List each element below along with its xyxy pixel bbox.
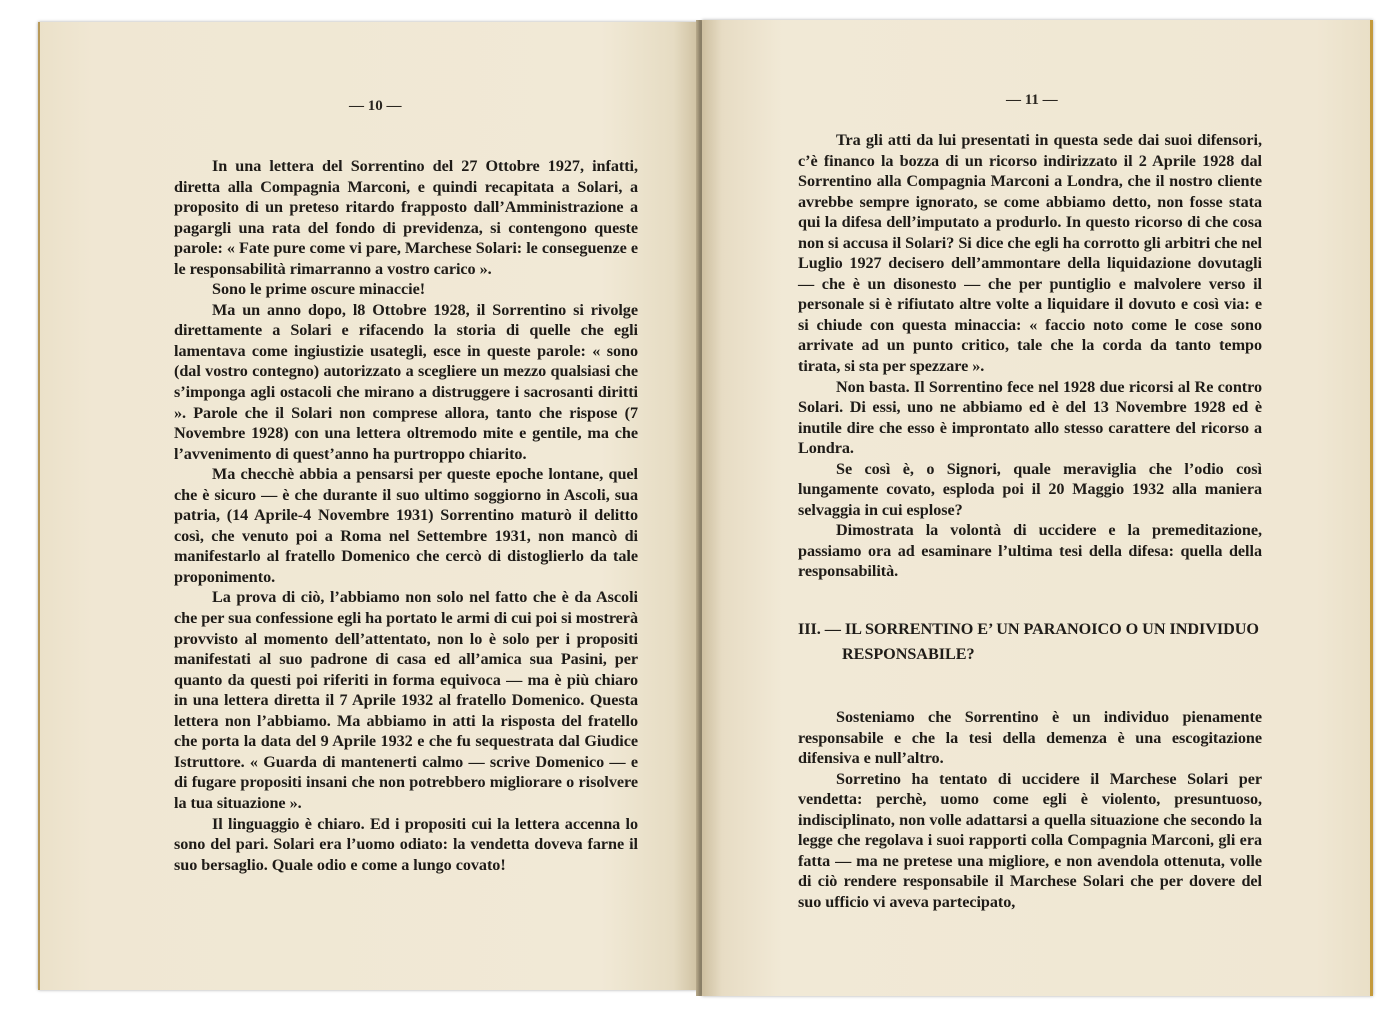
paragraph: Ma un anno dopo, l8 Ottobre 1928, il Sorrentino si rivolge direttamente a Solari e rifacendo la storia di quelle che egli lamentava come ingiustizie usategli, esce in queste parole: « sono (dal vostro contegno) autorizzato a scegliere un mezzo qualsiasi che s’imponga agli ostacoli che mirano a distruggere i sacrosanti diritti ». Parole che il Solari non comprese allora, tanto che rispose (7 Novembre 1928) con una lettera oltremodo mite e gentile, ma che l’avvenimento di quest’anno ha purtroppo chiarito.	[174, 300, 638, 463]
section-heading-line: RESPONSABILE?	[842, 645, 975, 664]
paragraph: In una lettera del Sorrentino del 27 Ottobre 1927, infatti, diretta alla Compagnia Marconi, e quindi recapitata a Solari, a proposito di un preteso ritardo frapposto dall’Amministrazione a pagargli una rata del fondo di previdenza, si contengono queste parole: « Fate pure come vi pare, Marchese Solari: le conseguenze e le responsabilità rimarranno a vostro carico ».	[174, 157, 638, 278]
section-heading-line: III. — IL SORRENTINO E’ UN PARANOICO O UN INDIVIDUO	[798, 620, 1259, 639]
paragraph: Il linguaggio è chiaro. Ed i propositi cui la lettera accenna lo sono del pari. Solari era l’uomo odiato: la vendetta doveva farne il suo bersaglio. Quale odio e come a lungo covato!	[174, 814, 638, 874]
paragraph: Tra gli atti da lui presentati in questa sede dai suoi difensori, c’è financo la bozza di un ricorso indirizzato il 2 Aprile 1928 dal Sorrentino alla Compagnia Marconi a Londra, che il nostro cliente avrebbe sempre ignorato, se come abbiamo detto, non fosse stata qui la difesa dell’imputato a produrlo. In questo ricorso di che cosa non si accusa il Solari? Si dice che egli ha corrotto gli arbitri che nel Luglio 1927 decisero dell’ammontare della liquidazione dovutagli — che è un disonesto — che per puntiglio e malvolere verso il personale si è rifiutato altre volte a liquidare il dovuto e così via: e si chiude con questa minaccia: « faccio noto come le cose sono arrivate ad un punto critico, tale che la corda da tanto tempo tirata, si sta per spezzare ».	[798, 131, 1262, 376]
paragraph: Sorretino ha tentato di uccidere il Marchese Solari per vendetta: perchè, uomo come egli è violento, presuntuoso, indisciplinato, non volle adattarsi a quella situazione che secondo la legge che regolava i suoi rapporti colla Compagnia Marconi, gli era fatta — ma ne pretese una migliore, e non avendola ottenuta, volle di ciò rendere responsabile il Marchese Solari che per dovere del suo ufficio vi aveva partecipato,	[798, 769, 1262, 911]
right-page-body	[798, 130, 1262, 913]
paragraph: Sono le prime oscure minaccie!	[212, 280, 426, 299]
page-number: — 10 —	[349, 98, 402, 114]
left-page	[38, 22, 700, 990]
paragraph: La prova di ciò, l’abbiamo non solo nel fatto che è da Ascoli che per sua confessione egli ha portato le armi di cui poi si mostrerà provvisto al momento dell’attentato, non lo è solo per i propositi manifestati al suo padrone di casa ed all’amica sua Pasini, per quanto da questi poi riferiti in forma equivoca — ma è più chiaro in una lettera diretta il 7 Aprile 1932 al fratello Domenico. Questa lettera non l’abbiamo. Ma abbiamo in atti la risposta del fratello che porta la data del 9 Aprile 1932 e che fu sequestrata dal Giudice Istruttore. « Guarda di mantenerti calmo — scrive Domenico — e di fugare propositi insani che non potrebbero migliorare o risolvere la tua situazione ».	[174, 588, 638, 812]
paragraph: Ma checchè abbia a pensarsi per queste epoche lontane, quel che è sicuro — è che durante il suo ultimo soggiorno in Ascoli, sua patria, (14 Aprile-4 Novembre 1931) Sorrentino maturò il delitto così, che venuto poi a Roma nel Settembre 1931, non mancò di manifestarlo al fratello Domenico che cercò di distoglierlo da tale proponimento.	[174, 465, 638, 586]
paragraph: Dimostrata la volontà di uccidere e la premeditazione, passiamo ora ad esaminare l’ultima tesi della difesa: quella della responsabilità.	[798, 521, 1262, 581]
paragraph: Se così è, o Signori, quale meraviglia che l’odio così lungamente covato, esploda poi il 20 Maggio 1932 alla maniera selvaggia in cui esplose?	[798, 459, 1262, 519]
paragraph: Sosteniamo che Sorrentino è un individuo pienamente responsabile e che la tesi della demenza è una escogitazione difensiva e null’altro.	[798, 708, 1262, 768]
section-heading	[798, 617, 1262, 667]
page-number: — 11 —	[1006, 92, 1058, 108]
right-page	[702, 20, 1373, 996]
left-page-body	[174, 156, 638, 875]
paragraph: Non basta. Il Sorrentino fece nel 1928 due ricorsi al Re contro Solari. Di essi, uno ne abbiamo ed è del 13 Novembre 1928 ed è inutile dire che esso è improntato allo stesso carattere del ricorso a Londra.	[798, 377, 1262, 458]
